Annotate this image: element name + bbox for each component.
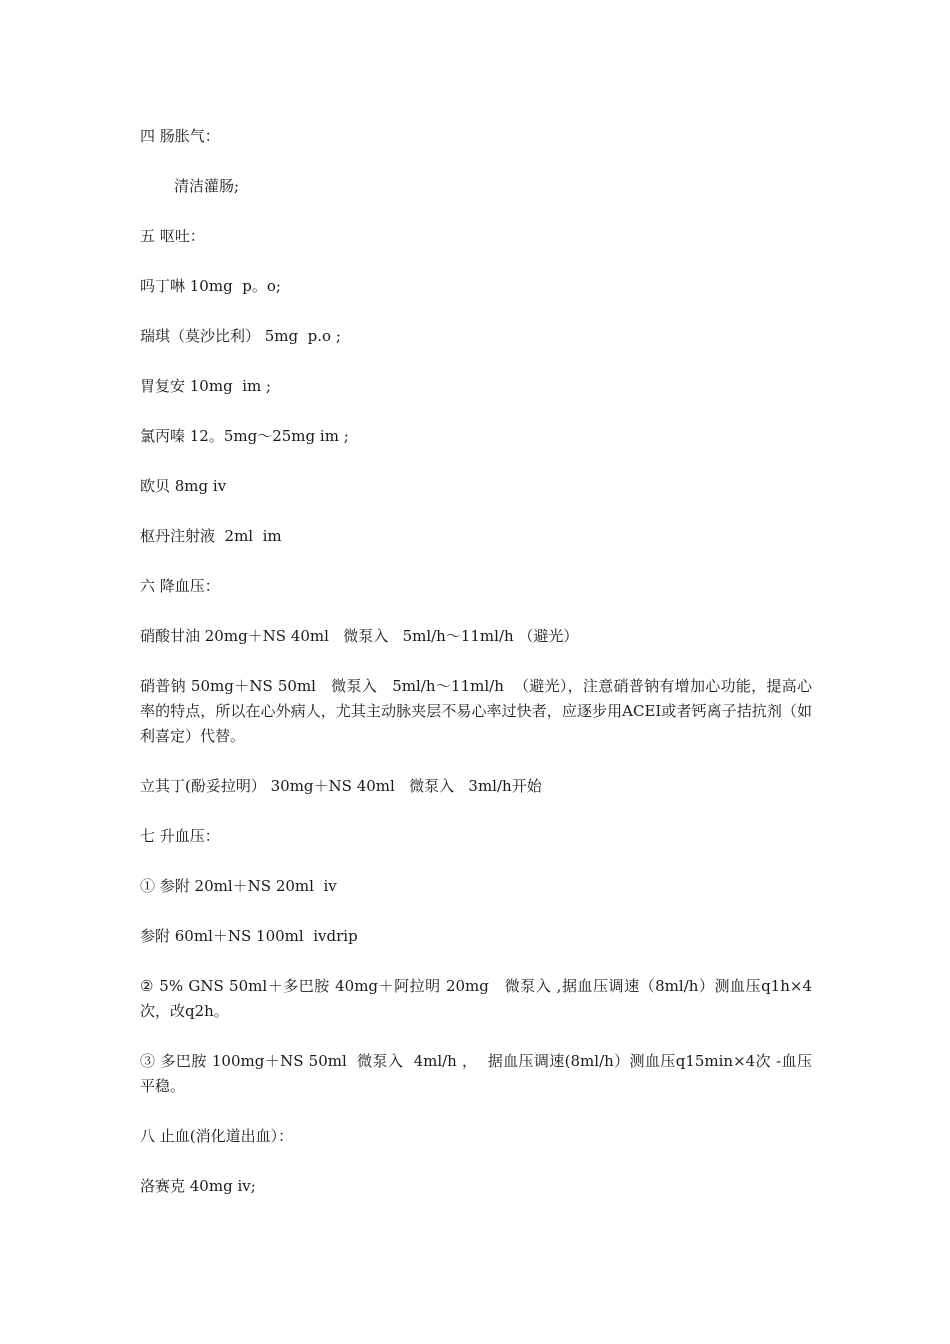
- text-line: 吗丁啉 10mg p。o;: [140, 277, 281, 295]
- text-line: 枢丹注射液 2ml im: [140, 527, 282, 545]
- text-line: 硝酸甘油 20mg＋NS 40ml 微泵入 5ml/h～11ml/h （避光）: [140, 627, 579, 645]
- text-line: 参附 60ml＋NS 100ml ivdrip: [140, 927, 358, 945]
- text-line: 洛赛克 40mg iv;: [140, 1177, 256, 1195]
- text-line: 氯丙嗪 12。5mg～25mg im ;: [140, 427, 349, 445]
- text-line: 胃复安 10mg im ;: [140, 377, 272, 395]
- section-heading-vomiting: 五 呕吐：: [140, 227, 205, 245]
- text-paragraph: 硝普钠 50mg＋NS 50ml 微泵入 5ml/h～11ml/h （避光），注意硝普钠有增加心功能，提高心率的特点，所以在心外病人，尤其主动脉夹层不易心率过快者，应逐步用ACEI或者钙离子拮抗剂（如利喜定）代替。: [140, 677, 812, 745]
- text-line: 清洁灌肠;: [174, 177, 240, 195]
- text-line: 欧贝 8mg iv: [140, 477, 227, 495]
- document-page: [140, 124, 817, 1224]
- text-line: ① 参附 20ml＋NS 20ml iv: [140, 877, 337, 895]
- text-line: 立其丁(酚妥拉明） 30mg＋NS 40ml 微泵入 3ml/h开始: [140, 777, 542, 795]
- text-line: 瑞琪（莫沙比利） 5mg p.o ;: [140, 327, 341, 345]
- text-paragraph: ② 5% GNS 50ml＋多巴胺 40mg＋阿拉明 20mg 微泵入 ,据血压调速（8ml/h）测血压q1h×4 次，改q2h。: [140, 977, 817, 1020]
- text-paragraph: ③ 多巴胺 100mg＋NS 50ml 微泵入 4ml/h ， 据血压调速(8ml/h）测血压q15min×4次 -血压平稳。: [140, 1052, 812, 1095]
- section-heading-raise-bp: 七 升血压：: [140, 827, 220, 845]
- section-heading-lower-bp: 六 降血压：: [140, 577, 220, 595]
- section-heading-bloating: 四 肠胀气：: [140, 127, 220, 145]
- section-heading-hemostasis: 八 止血(消化道出血）：: [140, 1127, 294, 1145]
